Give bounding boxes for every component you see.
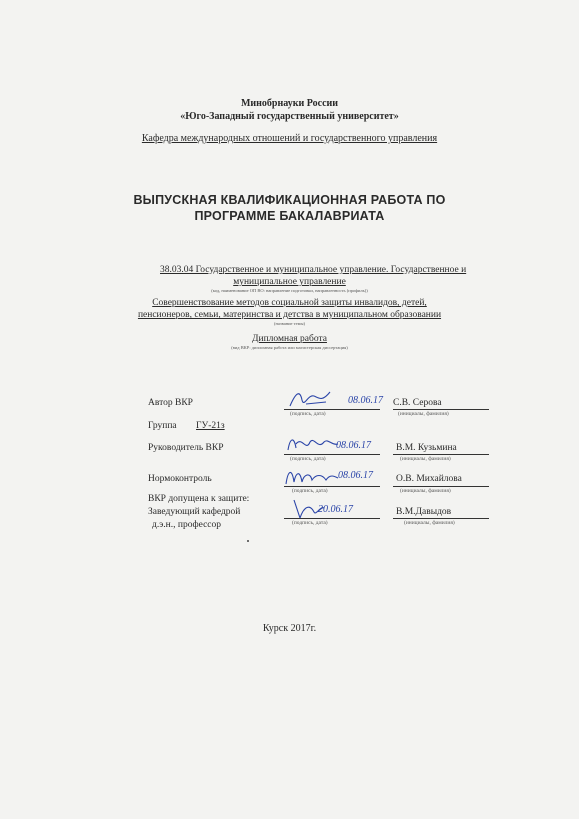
ministry-heading: Минобрнауки России bbox=[240, 98, 339, 109]
normcontrol-sign-date: 08.06.17 bbox=[338, 470, 373, 481]
supervisor-name-caption: (инициалы, фамилия) bbox=[400, 456, 451, 462]
supervisor-date-caption: (подпись, дата) bbox=[290, 456, 326, 462]
normcontrol-name: О.В. Михайлова bbox=[396, 474, 462, 484]
supervisor-signature bbox=[284, 432, 342, 458]
group-value: ГУ-21з bbox=[196, 421, 225, 431]
author-name-caption: (инициалы, фамилия) bbox=[398, 411, 449, 417]
supervisor-name: В.М. Кузьмина bbox=[396, 443, 457, 453]
work-type-caption: (вид ВКР: дипломная работа или магистерская диссертация) bbox=[231, 345, 348, 350]
specialty-caption: (код, наименование ОП ВО: направление подготовки, направленность (профиль)) bbox=[211, 288, 368, 293]
specialty-line1: 38.03.04 Государственное и муниципальное управление. Государственное и bbox=[160, 265, 467, 275]
supervisor-sign-date: 08.06.17 bbox=[336, 440, 371, 451]
topic-line1: Совершенствование методов социальной защиты инвалидов, детей, bbox=[152, 298, 427, 308]
speck bbox=[247, 540, 249, 542]
head-date-caption: (подпись, дата) bbox=[292, 520, 328, 526]
normcontrol-name-line bbox=[393, 486, 489, 487]
head-name-line bbox=[393, 518, 489, 519]
head-name-caption: (инициалы, фамилия) bbox=[404, 520, 455, 526]
city-year: Курск 2017г. bbox=[262, 623, 317, 634]
author-name: С.В. Серова bbox=[393, 398, 442, 408]
author-label: Автор ВКР bbox=[148, 398, 193, 408]
normcontrol-name-caption: (инициалы, фамилия) bbox=[400, 488, 451, 494]
admission-label: ВКР допущена к защите: bbox=[148, 494, 250, 504]
head-position-label: Заведующий кафедрой bbox=[148, 507, 241, 517]
author-date-caption: (подпись, дата) bbox=[290, 411, 326, 417]
author-signature bbox=[286, 386, 346, 414]
head-sign-date: 20.06.17 bbox=[318, 504, 353, 515]
author-sign-date: 08.06.17 bbox=[348, 395, 383, 406]
topic-line2: пенсионеров, семьи, материнства и детства в муниципальном образовании bbox=[137, 310, 442, 320]
author-name-line bbox=[393, 409, 489, 410]
specialty-line2: муниципальное управление bbox=[233, 277, 346, 287]
normcontrol-signature bbox=[282, 462, 342, 490]
group-label: Группа bbox=[148, 421, 177, 431]
supervisor-label: Руководитель ВКР bbox=[148, 443, 224, 453]
document-title-line2: ПРОГРАММЕ БАКАЛАВРИАТА bbox=[194, 209, 385, 223]
department-name: Кафедра международных отношений и государственного управления bbox=[141, 133, 438, 144]
university-name: «Юго-Западный государственный университет» bbox=[180, 111, 399, 122]
supervisor-name-line bbox=[393, 454, 489, 455]
normcontrol-label: Нормоконтроль bbox=[148, 474, 212, 484]
document-title-line1: ВЫПУСКНАЯ КВАЛИФИКАЦИОННАЯ РАБОТА ПО bbox=[133, 193, 446, 207]
head-name: В.М.Давыдов bbox=[396, 507, 452, 517]
topic-caption: (название темы) bbox=[273, 321, 306, 326]
normcontrol-date-caption: (подпись, дата) bbox=[292, 488, 328, 494]
head-degree-label: д.э.н., профессор bbox=[152, 520, 221, 530]
work-type: Дипломная работа bbox=[252, 334, 327, 344]
